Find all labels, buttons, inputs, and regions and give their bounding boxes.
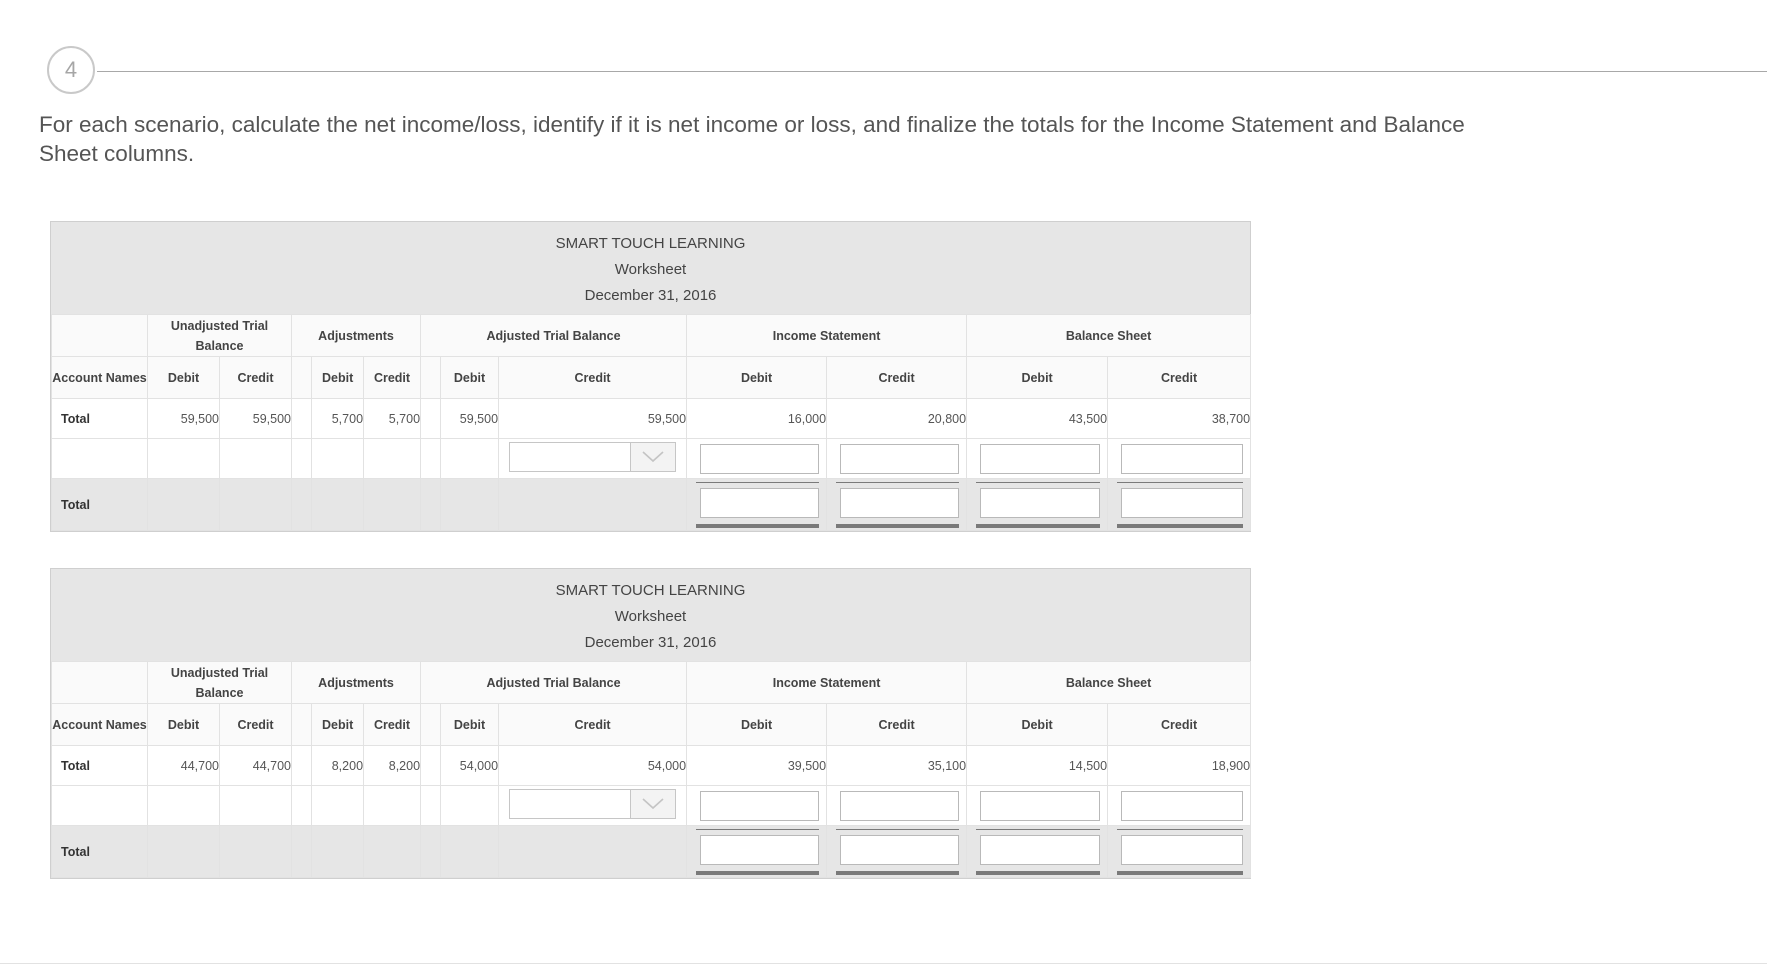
adj-credit-total: 8,200 bbox=[364, 746, 421, 786]
adj-debit-total: 5,700 bbox=[312, 399, 364, 439]
total-values-row bbox=[52, 746, 1251, 786]
unadj-credit-total: 44,700 bbox=[220, 746, 292, 786]
atb-debit-total: 54,000 bbox=[441, 746, 499, 786]
empty-cell bbox=[312, 439, 364, 479]
adjusted-trial-balance-header: Adjusted Trial Balance bbox=[421, 662, 687, 704]
empty-cell bbox=[148, 826, 220, 878]
adj-debit-total: 8,200 bbox=[312, 746, 364, 786]
worksheet-title: Worksheet bbox=[614, 261, 687, 278]
adj-credit-total: 5,700 bbox=[364, 399, 421, 439]
atb-credit-total: 54,000 bbox=[499, 746, 687, 786]
total-values-row bbox=[52, 399, 1251, 439]
bs-debit-net-input[interactable] bbox=[980, 791, 1100, 821]
atb-credit-header: Credit bbox=[499, 704, 687, 746]
net-income-type-cell bbox=[499, 786, 687, 826]
worksheet-header bbox=[51, 222, 1250, 314]
is-credit-input-cell bbox=[827, 439, 967, 479]
bs-credit-total-cell bbox=[1108, 479, 1251, 531]
income-statement-header: Income Statement bbox=[687, 662, 967, 704]
bs-credit-total: 38,700 bbox=[1108, 399, 1251, 439]
account-names-header: Account Names bbox=[52, 357, 148, 399]
step-number: 4 bbox=[64, 57, 78, 82]
bottom-divider bbox=[0, 963, 1767, 964]
adj-debit-header: Debit bbox=[312, 357, 364, 399]
is-credit-header: Credit bbox=[827, 357, 967, 399]
is-debit-net-input[interactable] bbox=[700, 444, 819, 474]
bs-credit-total: 18,900 bbox=[1108, 746, 1251, 786]
is-credit-total: 35,100 bbox=[827, 746, 967, 786]
sum-line bbox=[836, 482, 959, 483]
empty-cell bbox=[364, 826, 421, 878]
double-underline bbox=[1117, 524, 1243, 528]
adj-credit-header: Credit bbox=[364, 357, 421, 399]
empty-cell bbox=[148, 786, 220, 826]
final-total-label: Total bbox=[52, 826, 148, 878]
bs-debit-total-cell bbox=[967, 826, 1108, 878]
double-underline bbox=[696, 524, 819, 528]
bs-debit-total: 43,500 bbox=[967, 399, 1108, 439]
is-debit-total-cell bbox=[687, 479, 827, 531]
is-credit-header: Credit bbox=[827, 704, 967, 746]
empty-cell bbox=[364, 439, 421, 479]
worksheet-table bbox=[51, 661, 1251, 878]
is-credit-final-total-input[interactable] bbox=[840, 835, 959, 865]
bs-credit-total-cell bbox=[1108, 826, 1251, 878]
bs-debit-total-cell bbox=[967, 479, 1108, 531]
empty-header-cell bbox=[52, 662, 148, 704]
balance-sheet-header: Balance Sheet bbox=[967, 662, 1251, 704]
bs-debit-input-cell bbox=[967, 786, 1108, 826]
unadj-credit-header: Credit bbox=[220, 704, 292, 746]
is-credit-net-input[interactable] bbox=[840, 791, 959, 821]
step-number-badge bbox=[47, 46, 95, 94]
net-income-row bbox=[52, 786, 1251, 826]
spacer-cell bbox=[292, 399, 312, 439]
column-header-row bbox=[52, 357, 1251, 399]
double-underline bbox=[1117, 871, 1243, 875]
sum-line bbox=[976, 482, 1100, 483]
empty-cell bbox=[421, 479, 441, 531]
empty-cell bbox=[499, 826, 687, 878]
empty-cell bbox=[312, 786, 364, 826]
spacer-cell bbox=[421, 746, 441, 786]
is-credit-total: 20,800 bbox=[827, 399, 967, 439]
empty-cell bbox=[220, 786, 292, 826]
company-name: SMART TOUCH LEARNING bbox=[555, 235, 746, 252]
is-debit-header: Debit bbox=[687, 357, 827, 399]
bs-credit-net-input[interactable] bbox=[1121, 444, 1243, 474]
bs-credit-final-total-input[interactable] bbox=[1121, 488, 1243, 518]
is-credit-net-input[interactable] bbox=[840, 444, 959, 474]
chevron-down-icon[interactable] bbox=[630, 443, 675, 471]
bs-debit-input-cell bbox=[967, 439, 1108, 479]
is-debit-final-total-input[interactable] bbox=[700, 835, 819, 865]
is-credit-total-cell bbox=[827, 479, 967, 531]
net-income-row bbox=[52, 439, 1251, 479]
worksheet-2 bbox=[50, 568, 1251, 879]
spacer-cell bbox=[421, 357, 441, 399]
column-header-row bbox=[52, 704, 1251, 746]
is-debit-header: Debit bbox=[687, 704, 827, 746]
worksheet-table bbox=[51, 314, 1251, 531]
empty-cell bbox=[148, 479, 220, 531]
unadj-credit-header: Credit bbox=[220, 357, 292, 399]
unadj-debit-header: Debit bbox=[148, 704, 220, 746]
adjusted-trial-balance-header: Adjusted Trial Balance bbox=[421, 315, 687, 357]
bs-credit-header: Credit bbox=[1108, 704, 1251, 746]
empty-cell bbox=[292, 826, 312, 878]
worksheet-title: Worksheet bbox=[614, 608, 687, 625]
sum-line bbox=[836, 829, 959, 830]
empty-cell bbox=[52, 439, 148, 479]
empty-header-cell bbox=[52, 315, 148, 357]
spacer-cell bbox=[421, 399, 441, 439]
spacer-cell bbox=[292, 704, 312, 746]
bs-debit-net-input[interactable] bbox=[980, 444, 1100, 474]
atb-debit-header: Debit bbox=[441, 357, 499, 399]
empty-cell bbox=[441, 439, 499, 479]
empty-cell bbox=[364, 479, 421, 531]
is-debit-total-cell bbox=[687, 826, 827, 878]
is-debit-total: 39,500 bbox=[687, 746, 827, 786]
is-debit-input-cell bbox=[687, 786, 827, 826]
unadj-credit-total: 59,500 bbox=[220, 399, 292, 439]
double-underline bbox=[836, 871, 959, 875]
is-credit-total-cell bbox=[827, 826, 967, 878]
net-income-type-cell bbox=[499, 439, 687, 479]
empty-cell bbox=[148, 439, 220, 479]
is-debit-input-cell bbox=[687, 439, 827, 479]
sum-line bbox=[1117, 482, 1243, 483]
bs-credit-header: Credit bbox=[1108, 357, 1251, 399]
worksheet-header bbox=[51, 569, 1250, 661]
balance-sheet-header: Balance Sheet bbox=[967, 315, 1251, 357]
empty-cell bbox=[441, 479, 499, 531]
spacer-cell bbox=[292, 357, 312, 399]
bs-debit-header: Debit bbox=[967, 704, 1108, 746]
final-total-label: Total bbox=[52, 479, 148, 531]
empty-cell bbox=[441, 826, 499, 878]
instructions-text: For each scenario, calculate the net income/loss, identify if it is net income or loss, and finalize the totals for the Income Statement and Balance Sheet columns. bbox=[39, 112, 1465, 166]
account-names-header: Account Names bbox=[52, 704, 148, 746]
bs-debit-final-total-input[interactable] bbox=[980, 488, 1100, 518]
sum-line bbox=[976, 829, 1100, 830]
final-total-row bbox=[52, 479, 1251, 531]
bs-credit-final-total-input[interactable] bbox=[1121, 835, 1243, 865]
atb-debit-total: 59,500 bbox=[441, 399, 499, 439]
dropdown-value[interactable] bbox=[510, 443, 631, 471]
double-underline bbox=[976, 524, 1100, 528]
atb-credit-header: Credit bbox=[499, 357, 687, 399]
empty-cell bbox=[421, 439, 441, 479]
atb-credit-total: 59,500 bbox=[499, 399, 687, 439]
adj-debit-header: Debit bbox=[312, 704, 364, 746]
double-underline bbox=[696, 871, 819, 875]
sum-line bbox=[696, 482, 819, 483]
adj-credit-header: Credit bbox=[364, 704, 421, 746]
sum-line bbox=[696, 829, 819, 830]
unadj-debit-total: 44,700 bbox=[148, 746, 220, 786]
bs-credit-input-cell bbox=[1108, 439, 1251, 479]
net-income-type-dropdown[interactable] bbox=[509, 442, 676, 472]
empty-cell bbox=[220, 479, 292, 531]
empty-cell bbox=[364, 786, 421, 826]
net-income-type-dropdown[interactable] bbox=[509, 789, 676, 819]
empty-cell bbox=[292, 479, 312, 531]
group-header-row bbox=[52, 315, 1251, 357]
empty-cell bbox=[312, 479, 364, 531]
empty-cell bbox=[441, 786, 499, 826]
atb-debit-header: Debit bbox=[441, 704, 499, 746]
total-label: Total bbox=[52, 399, 148, 439]
empty-cell bbox=[52, 786, 148, 826]
dropdown-value[interactable] bbox=[510, 790, 631, 818]
empty-cell bbox=[421, 826, 441, 878]
is-credit-input-cell bbox=[827, 786, 967, 826]
step-divider bbox=[97, 71, 1767, 72]
empty-cell bbox=[421, 786, 441, 826]
is-debit-final-total-input[interactable] bbox=[700, 488, 819, 518]
worksheet-1 bbox=[50, 221, 1251, 532]
empty-cell bbox=[292, 439, 312, 479]
income-statement-header: Income Statement bbox=[687, 315, 967, 357]
company-name: SMART TOUCH LEARNING bbox=[555, 582, 746, 599]
adjustments-header: Adjustments bbox=[292, 662, 421, 704]
is-credit-final-total-input[interactable] bbox=[840, 488, 959, 518]
adjustments-header: Adjustments bbox=[292, 315, 421, 357]
bs-debit-header: Debit bbox=[967, 357, 1108, 399]
bs-debit-final-total-input[interactable] bbox=[980, 835, 1100, 865]
double-underline bbox=[976, 871, 1100, 875]
group-header-row bbox=[52, 662, 1251, 704]
empty-cell bbox=[220, 826, 292, 878]
sum-line bbox=[1117, 829, 1243, 830]
empty-cell bbox=[292, 786, 312, 826]
bs-credit-net-input[interactable] bbox=[1121, 791, 1243, 821]
unadj-debit-total: 59,500 bbox=[148, 399, 220, 439]
double-underline bbox=[836, 524, 959, 528]
unadj-debit-header: Debit bbox=[148, 357, 220, 399]
spacer-cell bbox=[421, 704, 441, 746]
bs-debit-total: 14,500 bbox=[967, 746, 1108, 786]
empty-cell bbox=[312, 826, 364, 878]
unadjusted-header: Unadjusted Trial Balance bbox=[148, 662, 292, 704]
chevron-down-icon[interactable] bbox=[630, 790, 675, 818]
worksheet-date: December 31, 2016 bbox=[584, 634, 717, 651]
unadjusted-header: Unadjusted Trial Balance bbox=[148, 315, 292, 357]
empty-cell bbox=[499, 479, 687, 531]
spacer-cell bbox=[292, 746, 312, 786]
total-label: Total bbox=[52, 746, 148, 786]
bs-credit-input-cell bbox=[1108, 786, 1251, 826]
is-debit-total: 16,000 bbox=[687, 399, 827, 439]
is-debit-net-input[interactable] bbox=[700, 791, 819, 821]
final-total-row bbox=[52, 826, 1251, 878]
empty-cell bbox=[220, 439, 292, 479]
worksheet-date: December 31, 2016 bbox=[584, 287, 717, 304]
